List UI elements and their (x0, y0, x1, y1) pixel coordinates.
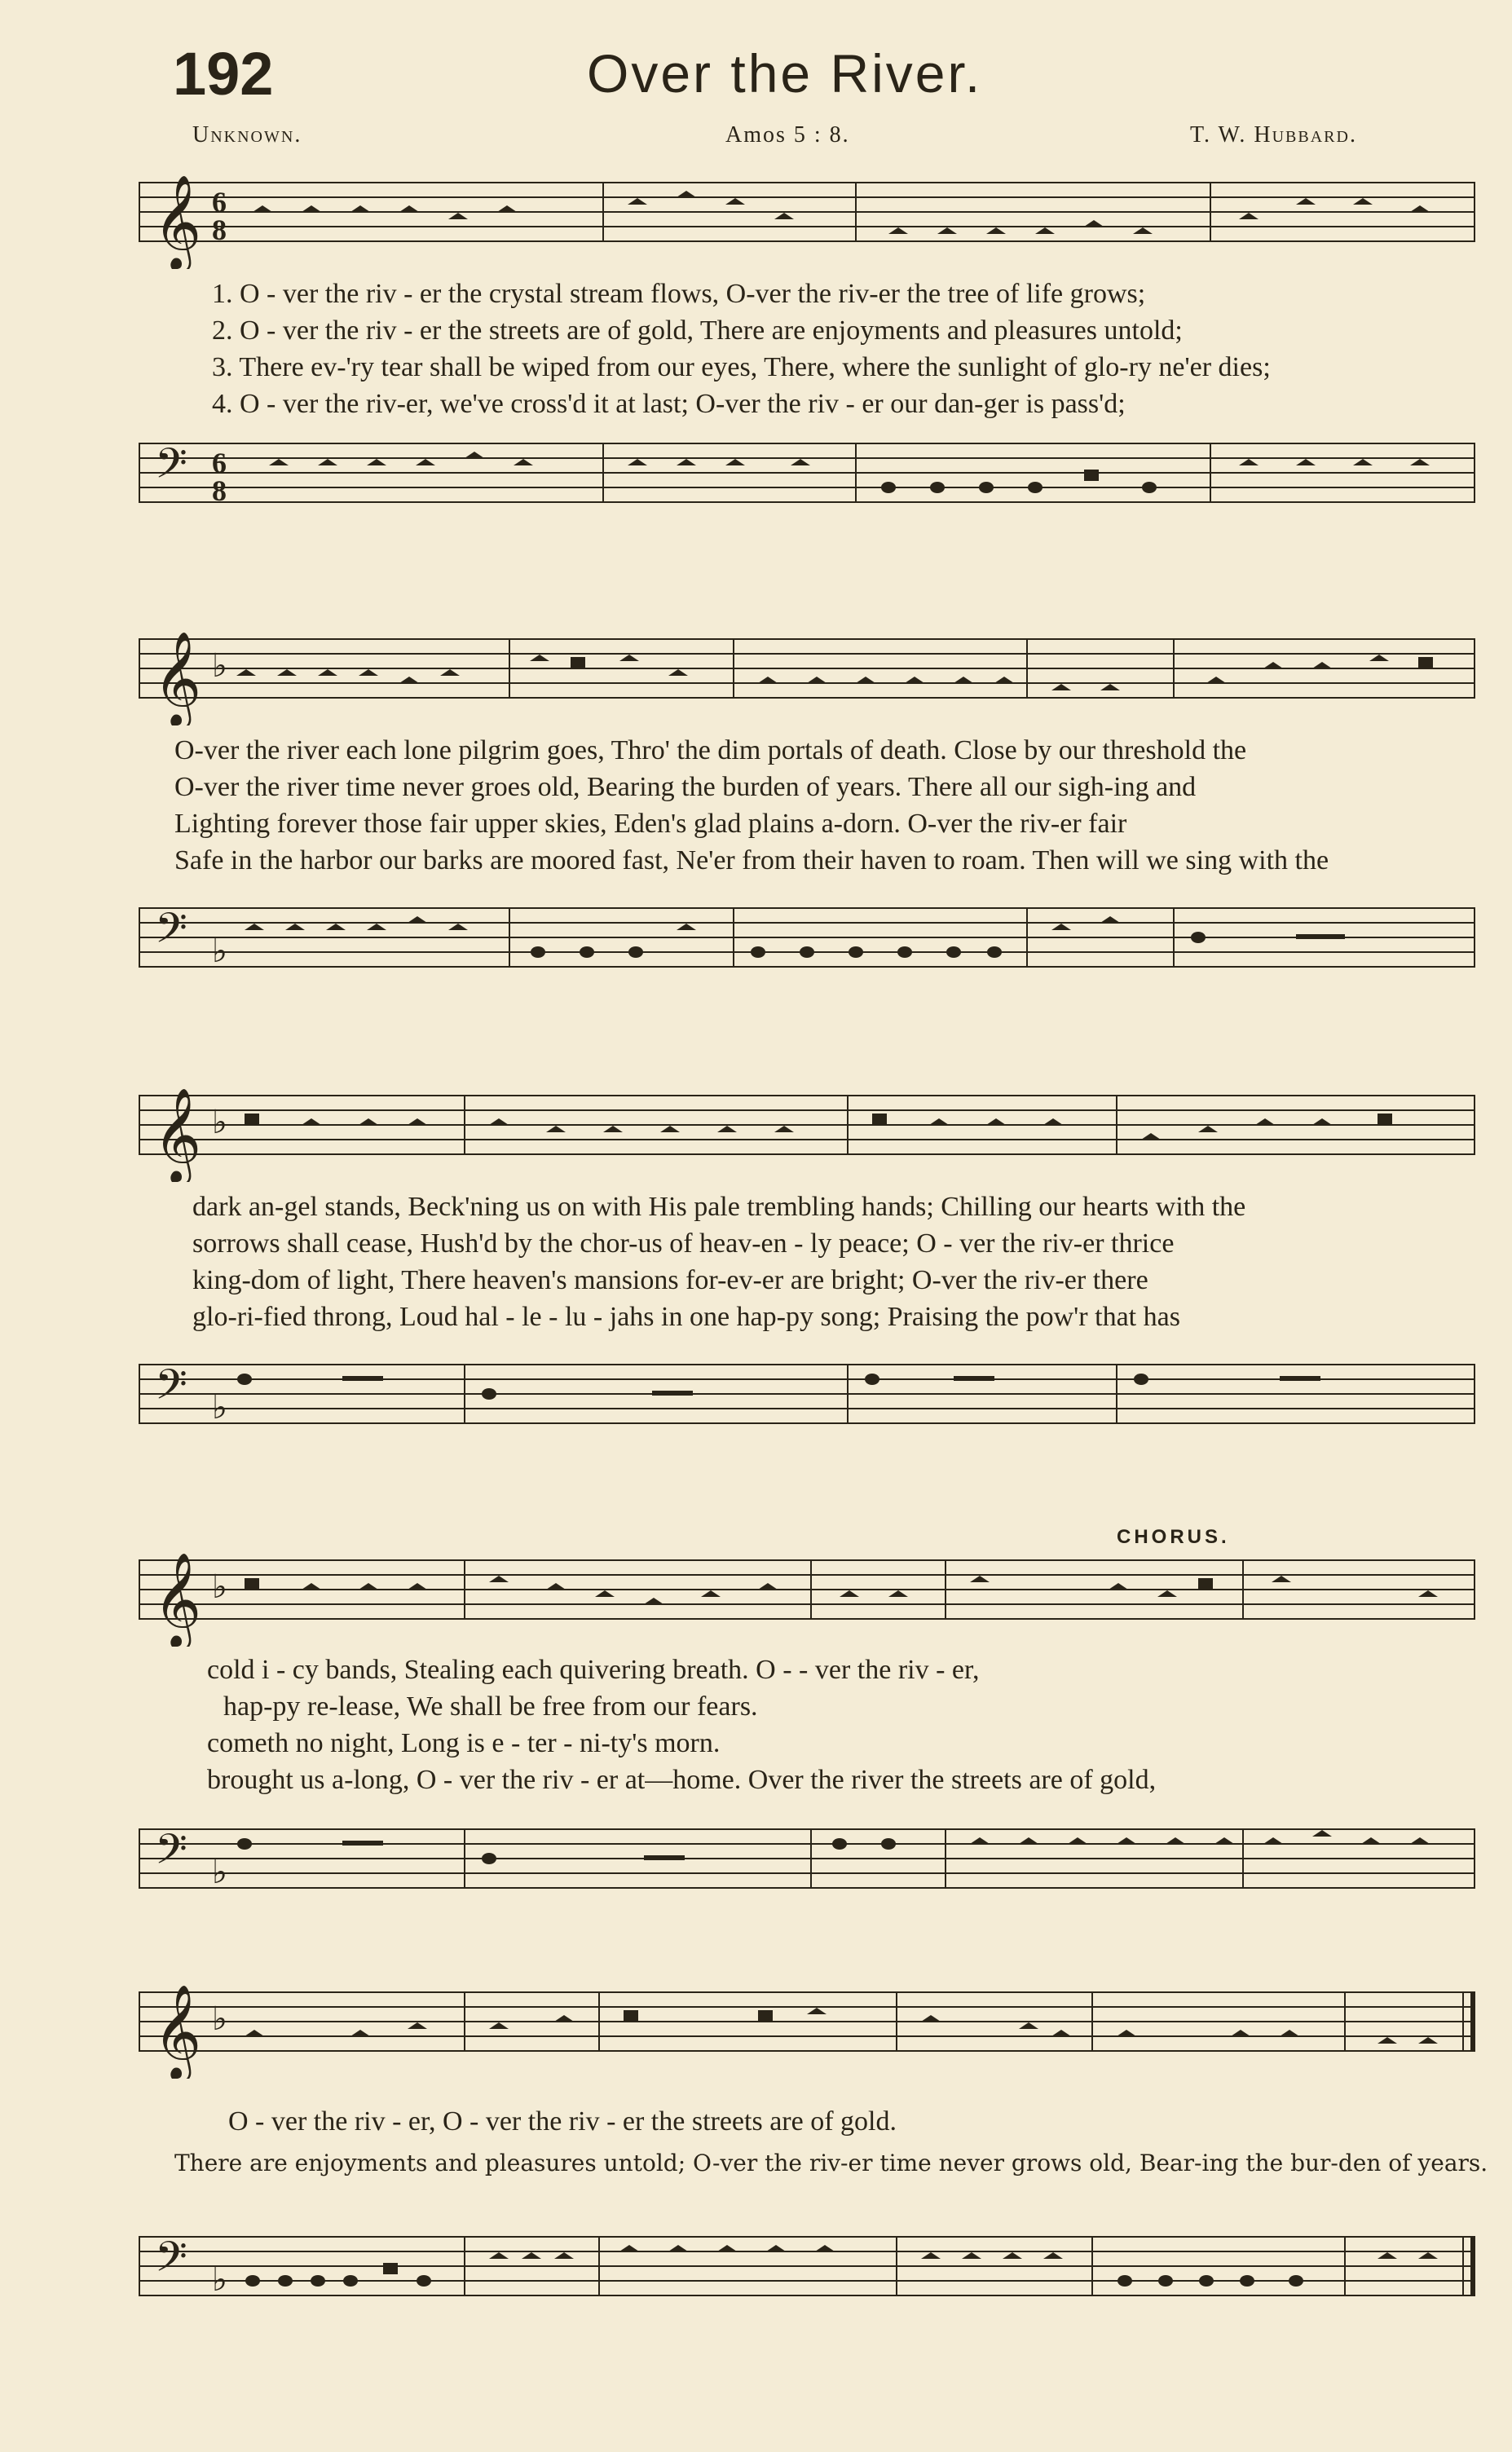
svg-text:𝄢: 𝄢 (155, 439, 187, 498)
svg-text:♭: ♭ (212, 1104, 227, 1140)
music-system-2 (139, 628, 1475, 1019)
lyric-line: O-ver the river time never groes old, Bearing the burden of years. There all our sigh-ing and (174, 772, 1197, 802)
svg-text:8: 8 (212, 474, 227, 507)
svg-text:𝄞: 𝄞 (153, 1983, 202, 2079)
music-system-3 (139, 1084, 1475, 1475)
music-credit: T. W. Hubbard. (1190, 122, 1357, 148)
svg-text:♭: ♭ (212, 1854, 227, 1890)
chorus-label: CHORUS. (1117, 1526, 1230, 1548)
bass-staff-3 (139, 1353, 1475, 1451)
words-credit: Unknown. (192, 122, 302, 148)
lyric-line: O-ver the river each lone pilgrim goes, Thro' the dim portals of death. Close by our threshold the (174, 735, 1247, 765)
lyric-line: 1. O - ver the riv - er the crystal stream flows, O-ver the riv-er the tree of life grows; (212, 279, 1146, 309)
treble-staff-4 (139, 1549, 1475, 1647)
verse-lyrics-2 (174, 732, 1511, 879)
music-system-5 (139, 1981, 1488, 2388)
svg-text:♭: ♭ (212, 2261, 227, 2298)
page-number: 192 (173, 40, 274, 108)
treble-staff-3 (139, 1084, 1475, 1182)
svg-text:6: 6 (212, 447, 227, 479)
scripture-reference: Amos 5 : 8. (725, 122, 850, 148)
svg-text:♭: ♭ (212, 1389, 227, 1426)
treble-staff-5 (139, 1981, 1475, 2079)
music-system-4 (139, 1526, 1475, 1924)
bass-staff-4 (139, 1818, 1475, 1916)
svg-text:𝄞: 𝄞 (153, 630, 202, 725)
svg-text:𝄢: 𝄢 (155, 2232, 187, 2291)
svg-text:6: 6 (212, 186, 227, 218)
bass-staff-5 (139, 2225, 1475, 2323)
svg-text:♭: ♭ (212, 1568, 227, 1605)
svg-text:𝄢: 𝄢 (155, 1360, 187, 1419)
lyric-line: sorrows shall cease, Hush'd by the chor-us of heav-en - ly peace; O - ver the riv-er thrice (192, 1228, 1175, 1259)
verse-lyrics-4 (207, 1652, 1512, 1798)
svg-text:♭: ♭ (212, 2000, 227, 2037)
chorus-tag-lyrics (174, 2147, 1511, 2180)
svg-text:♭: ♭ (212, 933, 227, 969)
svg-text:𝄢: 𝄢 (155, 1824, 187, 1884)
lyric-line: dark an-gel stands, Beck'ning us on with His pale trembling hands; Chilling our hearts with the (192, 1192, 1246, 1222)
bass-staff-1 (139, 432, 1475, 530)
lyric-line: Safe in the harbor our barks are moored fast, Ne'er from their haven to roam. Then will we sing with the (174, 845, 1329, 875)
svg-text:𝄢: 𝄢 (155, 903, 187, 963)
lyric-line: 2. O - ver the riv - er the streets are of gold, There are enjoyments and pleasures untold; (212, 315, 1183, 346)
svg-text:𝄞: 𝄞 (153, 174, 202, 269)
treble-staff-1 (139, 171, 1475, 269)
lyric-line: hap-py re-lease, We shall be free from our fears. (223, 1691, 758, 1722)
lyric-line: king-dom of light, There heaven's mansions for-ev-er are bright; O-ver the riv-er there (192, 1265, 1148, 1295)
bass-staff-2 (139, 897, 1475, 994)
svg-text:𝄞: 𝄞 (153, 1551, 202, 1647)
svg-text:𝄞: 𝄞 (153, 1087, 202, 1182)
lyric-line: cometh no night, Long is e - ter - ni-ty's morn. (207, 1728, 721, 1758)
lyric-line: O - ver the riv - er, O - ver the riv - er the streets are of gold. (228, 2106, 897, 2137)
svg-text:♭: ♭ (212, 647, 227, 684)
lyric-line: brought us a-long, O - ver the riv - er at—home. Over the river the streets are of gold, (207, 1765, 1157, 1795)
svg-text:8: 8 (212, 214, 227, 246)
lyric-line: 4. O - ver the riv-er, we've cross'd it at last; O-ver the riv - er our dan-ger is pass'd; (212, 389, 1126, 419)
chorus-lyrics (228, 2103, 1512, 2140)
lyric-line: cold i - cy bands, Stealing each quivering breath. O - - ver the riv - er, (207, 1655, 980, 1685)
verse-lyrics-3 (192, 1189, 1512, 1335)
verse-lyrics-1 (212, 276, 1512, 422)
hymn-title: Over the River. (587, 43, 983, 104)
treble-staff-2 (139, 628, 1475, 725)
lyric-line: 3. There ev-'ry tear shall be wiped from our eyes, There, where the sunlight of glo-ry ne'er dies; (212, 352, 1271, 382)
music-system-1 (139, 171, 1475, 562)
lyric-line: Lighting forever those fair upper skies, Eden's glad plains a-dorn. O-ver the riv-er fair (174, 809, 1127, 839)
lyric-line: glo-ri-fied throng, Loud hal - le - lu - jahs in one hap-py song; Praising the pow'r that has (192, 1302, 1180, 1332)
tag-lyric-line: There are enjoyments and pleasures untold; O-ver the riv-er time never grows old, Bear-ing the bur-den of years. (174, 2150, 1488, 2176)
